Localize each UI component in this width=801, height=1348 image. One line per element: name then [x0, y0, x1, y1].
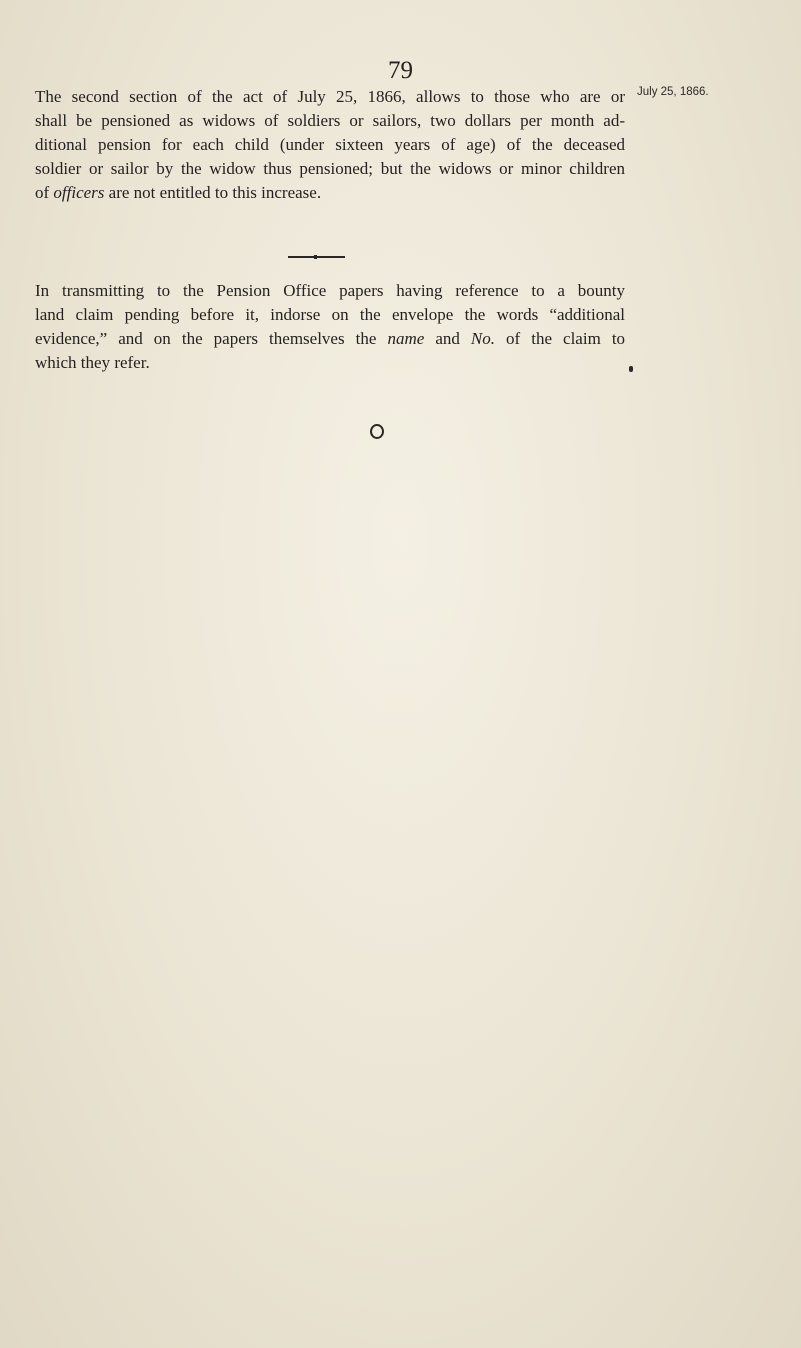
paragraph-2-line-3: [35, 328, 625, 350]
paragraph-1-line-5-prefix: of: [35, 183, 50, 202]
page-number: 79: [388, 57, 413, 84]
paragraph-2-line-4: which they refer.: [35, 353, 150, 372]
paragraph-2-line-2: land claim pending before it, indorse on the envelope the words “additional: [35, 305, 625, 324]
section-divider-joint: [314, 255, 317, 259]
paragraph-2-line-3-part-1: evidence,” and on the papers themselves the: [35, 329, 377, 348]
paragraph-2-line-3-part-2: and: [435, 329, 460, 348]
print-dot-mark: [629, 366, 633, 372]
paragraph-1-line-5: [35, 182, 625, 204]
paragraph-1-line-5-suffix: are not entitled to this increase.: [108, 183, 322, 202]
paragraph-2-italic-no: No.: [470, 329, 495, 348]
paragraph-2-line-3-part-3: of the claim to: [506, 329, 626, 348]
paragraph-1-line-4: soldier or sailor by the widow thus pensioned; but the widows or minor children: [35, 159, 625, 178]
paragraph-2-italic-name: name: [387, 329, 425, 348]
margin-note-date: July 25, 1866.: [637, 86, 709, 98]
end-circle-mark: [370, 424, 384, 439]
paragraph-2-line-1: In transmitting to the Pension Office papers having reference to a bounty: [35, 281, 625, 300]
paragraph-1-italic-officers: officers: [53, 183, 105, 202]
paragraph-1-line-1: The second section of the act of July 25, 1866, allows to those who are or: [35, 87, 625, 106]
paragraph-1-line-3: ditional pension for each child (under sixteen years of age) of the deceased: [35, 135, 625, 154]
paragraph-1-line-2: shall be pensioned as widows of soldiers or sailors, two dollars per month ad-: [35, 111, 625, 130]
